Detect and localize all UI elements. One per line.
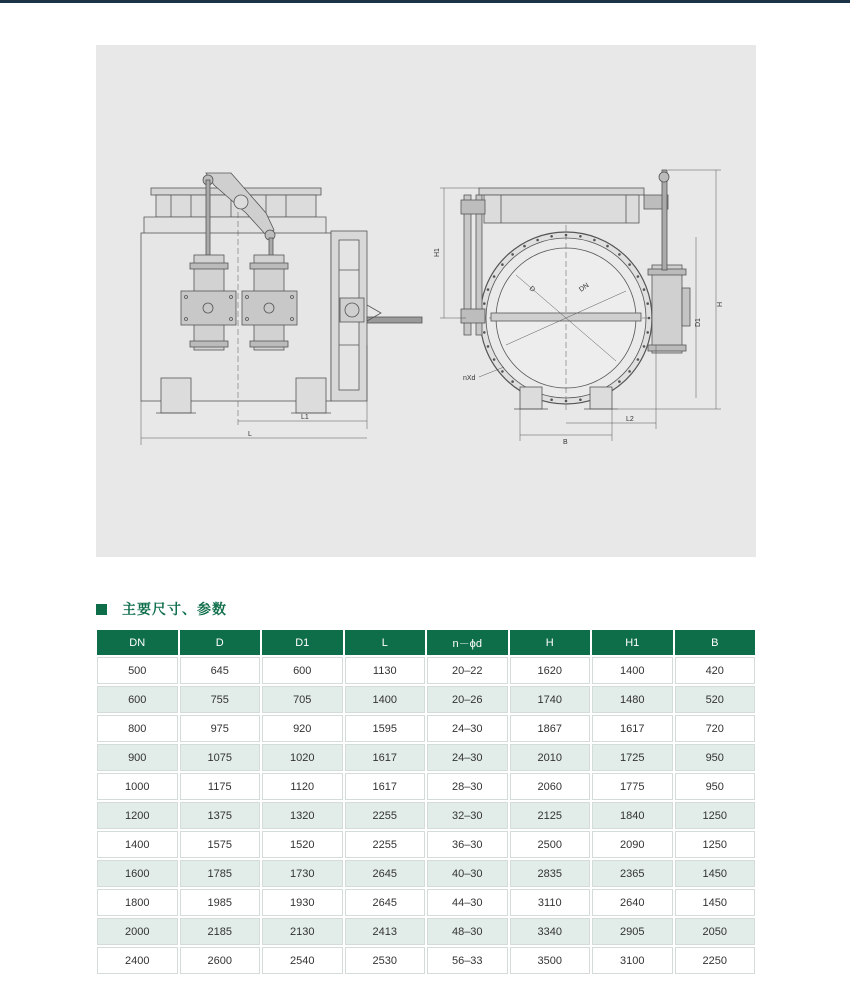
table-cell: 2645 (345, 889, 426, 916)
table-cell: 1375 (180, 802, 261, 829)
table-cell: 2255 (345, 802, 426, 829)
table-cell: 3340 (510, 918, 591, 945)
table-cell: 1175 (180, 773, 261, 800)
table-cell: 2905 (592, 918, 673, 945)
table-cell: 1075 (180, 744, 261, 771)
table-cell: 950 (675, 773, 756, 800)
table-cell: 2185 (180, 918, 261, 945)
bolt-hole (618, 253, 621, 256)
dim-l1-label: L1 (301, 414, 309, 421)
table-cell: 1930 (262, 889, 343, 916)
bolt-hole (483, 302, 486, 305)
bolt-hole (637, 275, 640, 278)
bolt-hole (536, 239, 539, 242)
bolt-hole (501, 263, 504, 266)
table-cell: 900 (97, 744, 178, 771)
bolt-hole (648, 317, 651, 320)
header-n-phi-d: n－ϕd (427, 630, 508, 655)
table-cell: 645 (180, 657, 261, 684)
table-cell: 1000 (97, 773, 178, 800)
dim-nxd-label: nXd (463, 375, 476, 382)
table-cell: 1575 (180, 831, 261, 858)
table-cell: 2645 (345, 860, 426, 887)
table-cell: 600 (262, 657, 343, 684)
table-row (97, 657, 755, 684)
table-cell: 44–30 (427, 889, 508, 916)
table-cell: 24–30 (427, 744, 508, 771)
bolt-hole (501, 370, 504, 373)
table-cell: 1450 (675, 860, 756, 887)
table-cell: 2530 (345, 947, 426, 974)
table-cell: 1600 (97, 860, 178, 887)
table-cell: 3100 (592, 947, 673, 974)
bolt-hole (550, 398, 553, 401)
table-cell: 20–26 (427, 686, 508, 713)
table-cell: 2365 (592, 860, 673, 887)
table-cell: 1725 (592, 744, 673, 771)
table-cell: 1320 (262, 802, 343, 829)
table-cell: 1400 (592, 657, 673, 684)
table-row (97, 744, 755, 771)
table-cell: 1450 (675, 889, 756, 916)
table-body (97, 657, 755, 974)
dim-dn-label: DN (578, 282, 591, 294)
table-cell: 755 (180, 686, 261, 713)
table-cell: 2640 (592, 889, 673, 916)
table-cell: 1867 (510, 715, 591, 742)
table-cell: 800 (97, 715, 178, 742)
bolt-hole (493, 358, 496, 361)
bolt-hole (643, 345, 646, 348)
bolt-hole (511, 380, 514, 383)
table-cell: 2400 (97, 947, 178, 974)
table-cell: 2540 (262, 947, 343, 974)
table-cell: 2130 (262, 918, 343, 945)
table-cell: 48–30 (427, 918, 508, 945)
table-cell: 2060 (510, 773, 591, 800)
dim-h1-label: H1 (434, 248, 441, 257)
side-view (141, 173, 422, 445)
table-cell: 1800 (97, 889, 178, 916)
table-header-row (97, 630, 755, 655)
header-d: D (180, 630, 261, 655)
table-cell: 420 (675, 657, 756, 684)
table-cell: 20–22 (427, 657, 508, 684)
bolt-hole (628, 370, 631, 373)
table-cell: 3110 (510, 889, 591, 916)
table-row (97, 802, 755, 829)
table-cell: 2125 (510, 802, 591, 829)
table-cell: 2050 (675, 918, 756, 945)
dim-d1-label: D1 (695, 318, 702, 327)
table-cell: 1840 (592, 802, 673, 829)
bolt-hole (579, 235, 582, 238)
table-cell: 1250 (675, 831, 756, 858)
table-row (97, 686, 755, 713)
table-cell: 36–30 (427, 831, 508, 858)
bolt-hole (646, 302, 649, 305)
bolt-hole (593, 239, 596, 242)
table-cell: 500 (97, 657, 178, 684)
table-cell: 975 (180, 715, 261, 742)
table-cell: 1400 (345, 686, 426, 713)
table-cell: 2250 (675, 947, 756, 974)
table-row (97, 860, 755, 887)
bolt-hole (646, 331, 649, 334)
table-cell: 1617 (592, 715, 673, 742)
header-d1: D1 (262, 630, 343, 655)
bolt-hole (643, 288, 646, 291)
section-header (96, 600, 227, 618)
table-cell: 1200 (97, 802, 178, 829)
bolt-hole (523, 245, 526, 248)
bolt-hole (511, 253, 514, 256)
table-cell: 920 (262, 715, 343, 742)
table-cell: 56–33 (427, 947, 508, 974)
table-cell: 2010 (510, 744, 591, 771)
table-cell: 705 (262, 686, 343, 713)
dim-l2-label: L2 (626, 416, 634, 423)
table-row (97, 947, 755, 974)
bolt-hole (487, 345, 490, 348)
table-cell: 600 (97, 686, 178, 713)
table-row (97, 889, 755, 916)
header-h: H (510, 630, 591, 655)
front-view (440, 170, 721, 441)
table-cell: 1480 (592, 686, 673, 713)
table-cell: 24–30 (427, 715, 508, 742)
table-cell: 1617 (345, 744, 426, 771)
table-row (97, 831, 755, 858)
bolt-hole (606, 245, 609, 248)
table-cell: 40–30 (427, 860, 508, 887)
table-cell: 32–30 (427, 802, 508, 829)
table-cell: 2835 (510, 860, 591, 887)
bolt-hole (487, 288, 490, 291)
section-square-icon (96, 604, 107, 615)
table-row (97, 918, 755, 945)
valve-drawing (96, 45, 756, 557)
header-h1: H1 (592, 630, 673, 655)
table-cell: 2090 (592, 831, 673, 858)
table-cell: 1520 (262, 831, 343, 858)
header-dn: DN (97, 630, 178, 655)
bolt-hole (550, 235, 553, 238)
dim-d-label: D (527, 285, 537, 294)
table-cell: 2600 (180, 947, 261, 974)
bolt-hole (628, 263, 631, 266)
table-cell: 1730 (262, 860, 343, 887)
table-cell: 1985 (180, 889, 261, 916)
table-row (97, 773, 755, 800)
dim-b-label: B (563, 439, 568, 446)
dim-h-label: H (717, 301, 724, 307)
table-cell: 950 (675, 744, 756, 771)
table-cell: 1130 (345, 657, 426, 684)
table-cell: 1785 (180, 860, 261, 887)
bolt-hole (637, 358, 640, 361)
table-cell: 2413 (345, 918, 426, 945)
table-cell: 1617 (345, 773, 426, 800)
table-cell: 1400 (97, 831, 178, 858)
bolt-hole (483, 331, 486, 334)
section-title: 主要尺寸、参数 (122, 602, 227, 618)
top-bar (0, 0, 850, 3)
spec-table (95, 628, 757, 976)
table-cell: 2255 (345, 831, 426, 858)
table-cell: 1250 (675, 802, 756, 829)
header-b: B (675, 630, 756, 655)
table-cell: 1740 (510, 686, 591, 713)
table-cell: 520 (675, 686, 756, 713)
bolt-hole (493, 275, 496, 278)
table-cell: 1120 (262, 773, 343, 800)
bolt-hole (618, 380, 621, 383)
bolt-hole (579, 398, 582, 401)
table-cell: 1775 (592, 773, 673, 800)
table-cell: 1020 (262, 744, 343, 771)
header-l: L (345, 630, 426, 655)
table-cell: 2000 (97, 918, 178, 945)
table-cell: 1595 (345, 715, 426, 742)
table-cell: 1620 (510, 657, 591, 684)
table-cell: 28–30 (427, 773, 508, 800)
table-row (97, 715, 755, 742)
table-cell: 3500 (510, 947, 591, 974)
technical-drawing-panel (96, 45, 756, 557)
table-cell: 720 (675, 715, 756, 742)
table-cell: 2500 (510, 831, 591, 858)
dim-l-label: L (248, 431, 252, 438)
